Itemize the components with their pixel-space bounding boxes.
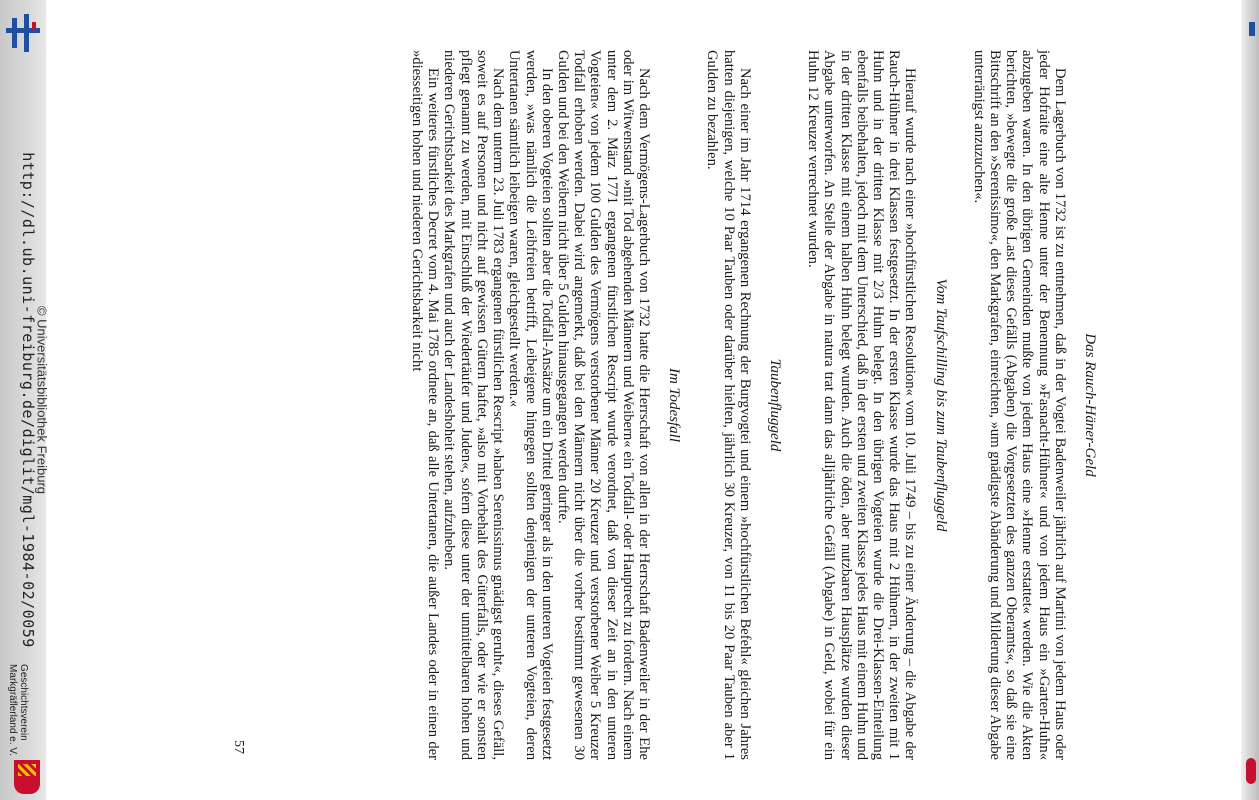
section-heading: Im Todesfall (666, 367, 683, 443)
copyright-notice: © Universitätsbibliothek Freiburg (34, 305, 50, 495)
section-taufschilling (805, 50, 949, 760)
society-label-line-2: Markgräflerland e. V. (7, 664, 18, 756)
section-heading: Das Rauch-Häner-Geld (1082, 333, 1098, 477)
scanned-page (188, 50, 1118, 760)
section-heading: Vom Taufschilling bis zum Taubenfluggeld (932, 278, 949, 532)
viewer-right-strip (1241, 0, 1259, 800)
university-library-logo-icon (6, 14, 40, 52)
paragraph: Nach dem unterm 23. Juli 1783 ergangenen fürstlichen Rescript »haben Serenissimus gnädigst geruht«, dieses Gefäll, soweit es auf Personen und nicht auf gewissen Gütern haftet, »also mit Vorbehalt des Güterfalls, oder wie er sonsten pflegt genannt zu werden, mit Einschluß der Wiedertäufer und Juden«, sofern diese unter der unmittelbaren hohen und niederen Gerichtsbarkeit des Markgrafen und auch der Landeshoheit stehen, aufzuheben. (441, 50, 507, 760)
paragraph: Ein weiteres fürstliches Decret vom 4. Mai 1785 ordnete an, daß alle Untertanen, die außer Landes oder in einen der »diesseitigen hohen und niederen Gerichtsbarkeit nicht (409, 50, 442, 760)
paragraph: Dem Lagerbuch von 1732 ist zu entnehmen, daß in der Vogtei Badenweiler jährlich auf Martini von jedem Haus oder jeder Hofraite eine alte Henne unter der Benennung »Fasnacht-Hühner« und von jedem Haus ein »Garten-Huhn« abzugeben waren. In den übrigen Gemeinden mußte von jedem Haus eine »Henne erstattet« werden. Wie die Akten berichten, »bewegte die große Last dieses Gefälls (Abgaben) die Vorgesetzten des ganzen Oberamts«, so daß sie eine Bittschrift an den »Serenissimo«, den Markgrafen, einreichten, »um gnädigste Abänderung und Milderung dieser Abgabe unterränigst anzuzuchen«. (970, 50, 1068, 760)
paragraph: In den oberen Vogteien sollten aber die Todfall-Ansätze um ein Drittel geringer als in den unteren Vogteien festgesetzt werden, »was nämlich die Leibfreien betrifft, Leibeigene hingegen sollten denjenigen der unteren Vogteien, deren Untertanen sämtlich leibeigen waren, gleichgestellt werden.« (506, 50, 555, 760)
section-rauch-haener-geld (971, 50, 1098, 760)
society-label (7, 664, 29, 756)
section-im-todesfall (409, 50, 682, 760)
paragraph: Nach dem Vermögens-Lagerbuch von 1732 hatte die Herrschaft von allen in der Herrschaft Badenweiler in der Ehe oder im Witwenstand »mit Tod abgehenden Männern und Weibern« ein Todfall- oder Hauptrecht zu fordern. Nach einem unter dem 2. März 1771 ergangenen fürstlichen Rescript wurde verordnet, daß von dieser Zeit an in den unteren Vogteien« von jedem 100 Gulden des Vermögens verstorbener Männer 20 Kreuzer und verstorbener Weiber 5 Kreuzer Todfall erhoben werden. Dabei wird angemerkt, daß bei den Männern nicht über die vorher bestimmt gewesenen 30 Gulden und bei den Weibern nicht über 5 Gulden hinausgegangen werden durfte. (554, 50, 652, 760)
document-url[interactable]: http://dl.ub.uni-freiburg.de/diglit/mgl-1984-02/0059 (19, 152, 37, 648)
section-heading: Taubenfluggeld (766, 358, 783, 452)
coat-of-arms-icon (14, 760, 40, 794)
paragraph: Hierauf wurde nach einer »hochfürstlichen Resolution« vom 10. Juli 1749 – bis zu einer Änderung – die Abgabe der Rauch-Hühner in drei Klassen festgesetzt. In der ersten Klasse wurde das Haus mit 2 Hühnern, in der zweiten mit 1 Huhn und in der dritten Klasse mit 2/3 Huhn belegt. In den übrigen Vogteien wurde die Drei-Klassen-Einteilung ebenfalls beibehalten, jedoch mit dem Unterschied, daß in der ersten und zweiten Klasse jedes Haus mit einem Huhn und in der dritten Klasse mit einem halben Huhn belegt wurden. Auch die öden, aber nutzbaren Hausplätze wurden dieser Abgabe unterworfen. An Stelle der Abgabe in natura trat dann das alljährliche Gefäll (Abgabe) in Geld, wobei für ein Huhn 12 Kreuzer verrechnet wurden. (805, 50, 919, 760)
paragraph: Nach einer im Jahr 1714 ergangenen Rechnung der Burgvogtei und einem »hochfürstlichen Befehl« gleichen Jahres hatten diejenigen, welche 10 Paar Tauben oder darüber hielten, jährlich 30 Kreuzer, von 11 bis 20 Paar Tauben aber 1 Gulden zu bezahlen. (704, 50, 753, 760)
society-label-line-1: Geschichtsverein (18, 664, 29, 741)
page-number: 57 (231, 740, 246, 754)
viewer-seal-icon (1246, 758, 1256, 784)
section-taubenfluggeld (704, 50, 783, 760)
viewer-left-strip (0, 0, 50, 800)
viewer-mark-icon (1249, 22, 1255, 36)
